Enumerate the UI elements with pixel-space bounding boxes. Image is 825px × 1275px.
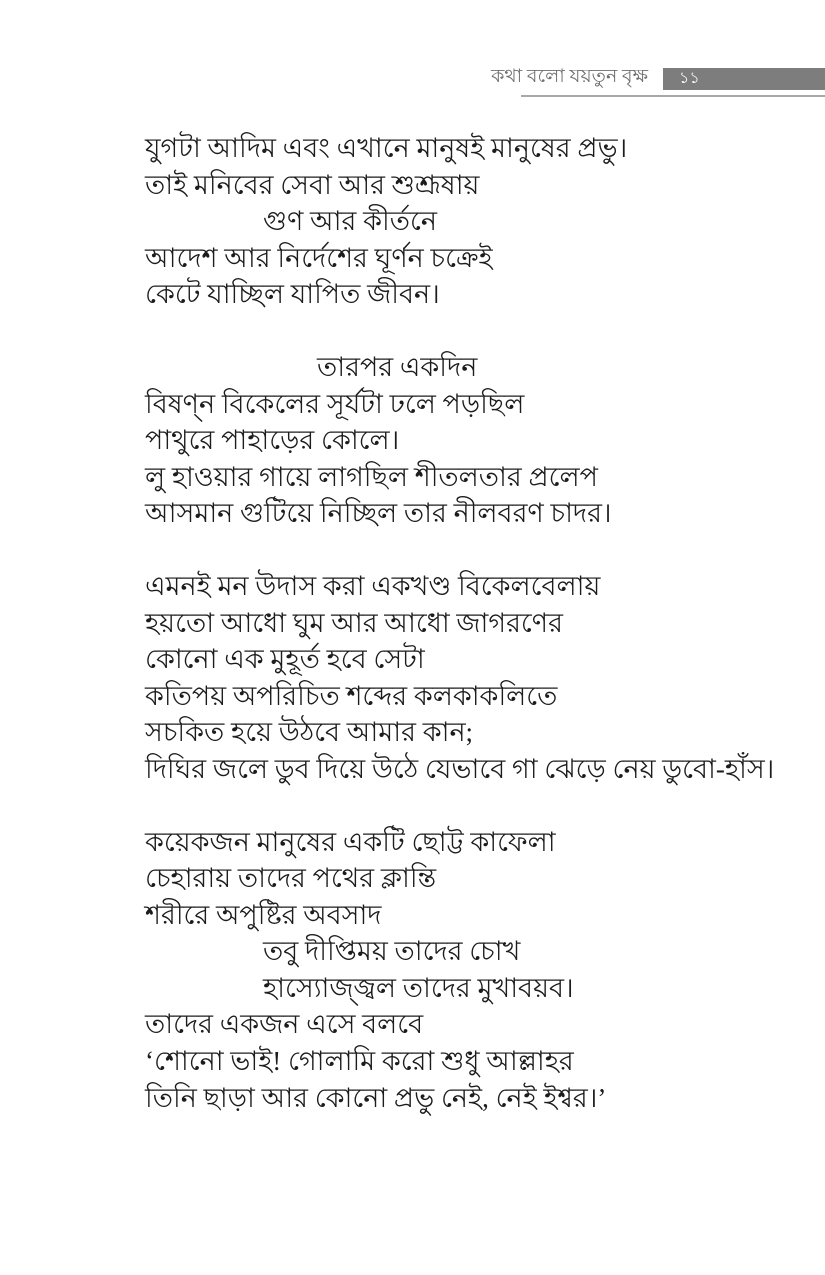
poem-line: লু হাওয়ার গায়ে লাগছিল শীতলতার প্রলেপ [145,461,598,492]
poem-line: কতিপয় অপরিচিত শব্দের কলকাকলিতে [145,680,558,711]
poem-line: তারপর একদিন [317,351,478,382]
page-number-bar [663,68,825,90]
poem-stanza-1 [145,130,795,313]
poem-line: হাস্যোজ্জ্বল তাদের মুখাবয়ব। [263,972,574,1003]
poem-line: যুগটা আদিম এবং এখানে মানুষই মানুষের প্রভু। [145,133,628,163]
poem-line: কেটে যাচ্ছিল যাপিত জীবন। [145,279,440,310]
poem-line: সচকিত হয়ে উঠবে আমার কান; [145,717,474,748]
poem-line: পাথুরে পাহাড়ের কোলে। [145,425,400,456]
page-number: ১১ [679,70,700,87]
poem-stanza-3 [145,568,795,788]
poem-line: তাই মনিবের সেবা আর শুশ্রূষায় [145,169,480,200]
poem-stanza-2 [145,349,795,532]
poem-line: কয়েকজন মানুষের একটি ছোট্ট কাফেলা [145,826,556,857]
poem-line: এমনই মন উদাস করা একখণ্ড বিকেলবেলায় [145,570,601,601]
poem-line: তাদের একজন এসে বলবে [145,1009,424,1040]
poem-stanza-4 [145,824,795,1117]
poem-line: বিষণ্ন বিকেলের সূর্যটা ঢলে পড়ছিল [145,388,525,419]
poem-line: আসমান গুটিয়ে নিচ্ছিল তার নীলবরণ চাদর। [145,498,612,529]
poem-line: গুণ আর কীর্তনে [263,206,437,237]
poem-line: চেহারায় তাদের পথের ক্লান্তি [145,863,437,894]
poem-line: ‘শোনো ভাই! গোলামি করো শুধু আল্লাহর [145,1046,574,1077]
poem-line: আদেশ আর নির্দেশের ঘূর্ণন চক্রেই [145,242,493,273]
poem-line: কোনো এক মুহূর্ত হবে সেটা [145,644,425,675]
header-rule [521,95,825,97]
poem-line: হয়তো আধো ঘুম আর আধো জাগরণের [145,607,563,638]
poem-line: দিঘির জলে ডুব দিয়ে উঠে যেভাবে গা ঝেড়ে নেয় ডুবো-হাঁস। [145,753,775,784]
poem-body [145,130,795,1152]
poem-line: তিনি ছাড়া আর কোনো প্রভু নেই, নেই ইশ্বর।’ [145,1082,607,1113]
running-title: কথা বলো যয়তুন বৃক্ষ [491,66,648,87]
poem-line: তবু দীপ্তিময় তাদের চোখ [263,936,521,967]
poem-line: শরীরে অপুষ্টির অবসাদ [145,899,382,930]
